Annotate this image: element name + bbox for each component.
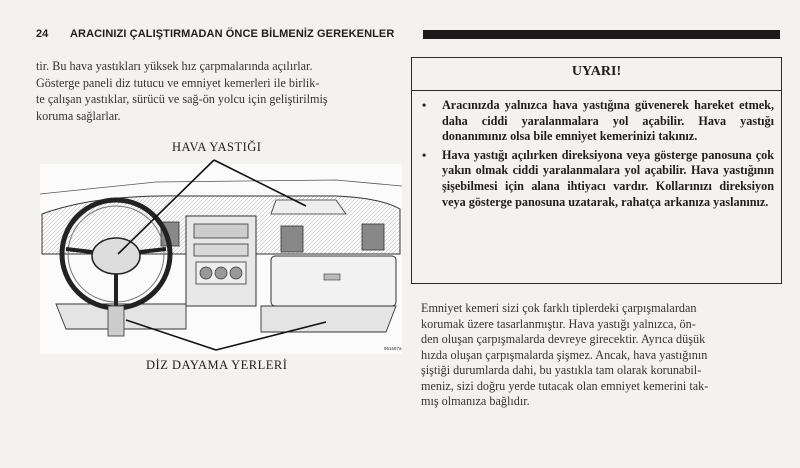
- airbag-door: [271, 200, 346, 214]
- airbag-label: HAVA YASTIĞI: [172, 140, 262, 154]
- figure-code: 951697a: [384, 346, 402, 351]
- warning-item-text: Aracınızda yalnızca hava yastığına güvenerek hareket etmek, daha ciddi yaralanmalara yol açabilir. Hava yastığı donanımınız olsa bile emniyet kemerinizi takınız.: [442, 98, 774, 144]
- body-line: meniz, sizi doğru yerde tutacak olan emniyet kemerini tak-: [421, 378, 709, 393]
- warning-item-text: Hava yastığı açılırken direksiyona veya gösterge panosuna çok yakın olmak ciddi yaralanmalara yol açabilir. Hava yastığının şişebilmesi için alana ihtiyacı vardır. Kollarınızı direksiyon veya gösterge panosuna uzatarak, rahatça arkanıza yaslanınız.: [442, 147, 774, 209]
- page-number: 24: [36, 28, 49, 40]
- seatbelt-paragraph: [421, 301, 781, 410]
- radio-unit: [194, 224, 248, 238]
- intro-line: tir. Bu hava yastıkları yüksek hız çarpmalarında açılırlar.: [36, 59, 313, 73]
- glove-box: [271, 256, 396, 306]
- bullet-icon: •: [422, 98, 427, 112]
- warning-list: [422, 98, 774, 213]
- intro-line: koruma sağlarlar.: [36, 108, 121, 123]
- page-header: [36, 28, 780, 44]
- section-title: ARACINIZI ÇALIŞTIRMADAN ÖNCE BİLMENİZ GEREKENLER: [70, 28, 395, 40]
- body-line: mış olmanıza bağlıdır.: [421, 394, 530, 408]
- knee-bolster-passenger: [261, 306, 396, 332]
- knee-bolster-label: DİZ DAYAMA YERLERİ: [146, 358, 288, 372]
- steering-hub: [92, 238, 140, 274]
- body-line: korumak üzere tasarlanmıştır. Hava yastığı yalnızca, ön-: [421, 316, 696, 331]
- body-line: şiştiği durumlarda dahi, bu yastıkla tam olarak korunabil-: [421, 363, 702, 377]
- intro-paragraph: [36, 58, 402, 124]
- intro-line: te çalışan yastıklar, sürücü ve sağ-ön yolcu için geliştirilmiş: [36, 92, 328, 106]
- knob-icon: [200, 267, 212, 279]
- body-line: hızda oluşan çarpışmalarda şişmez. Ancak, hava yastığının: [421, 347, 708, 362]
- warning-item: [422, 98, 774, 145]
- warning-title: UYARI!: [571, 64, 622, 79]
- dashboard-illustration: [36, 154, 406, 359]
- header-rule: [423, 30, 780, 39]
- warning-box: [411, 57, 782, 284]
- body-line: den oluşan çarpışmalarda devreye girecektir. Ayrıca düşük: [421, 332, 706, 346]
- body-line: Emniyet kemeri sizi çok farklı tiplerdeki çarpışmalardan: [421, 301, 697, 315]
- warning-item: [422, 148, 774, 210]
- warning-divider: [412, 90, 781, 91]
- intro-line: Gösterge paneli diz tutucu ve emniyet kemerleri ile birlik-: [36, 75, 320, 90]
- air-vent: [281, 226, 303, 252]
- dashboard-figure: [36, 140, 406, 380]
- knob-icon: [215, 267, 227, 279]
- knob-icon: [230, 267, 242, 279]
- air-vent: [362, 224, 384, 250]
- bullet-icon: •: [422, 147, 427, 162]
